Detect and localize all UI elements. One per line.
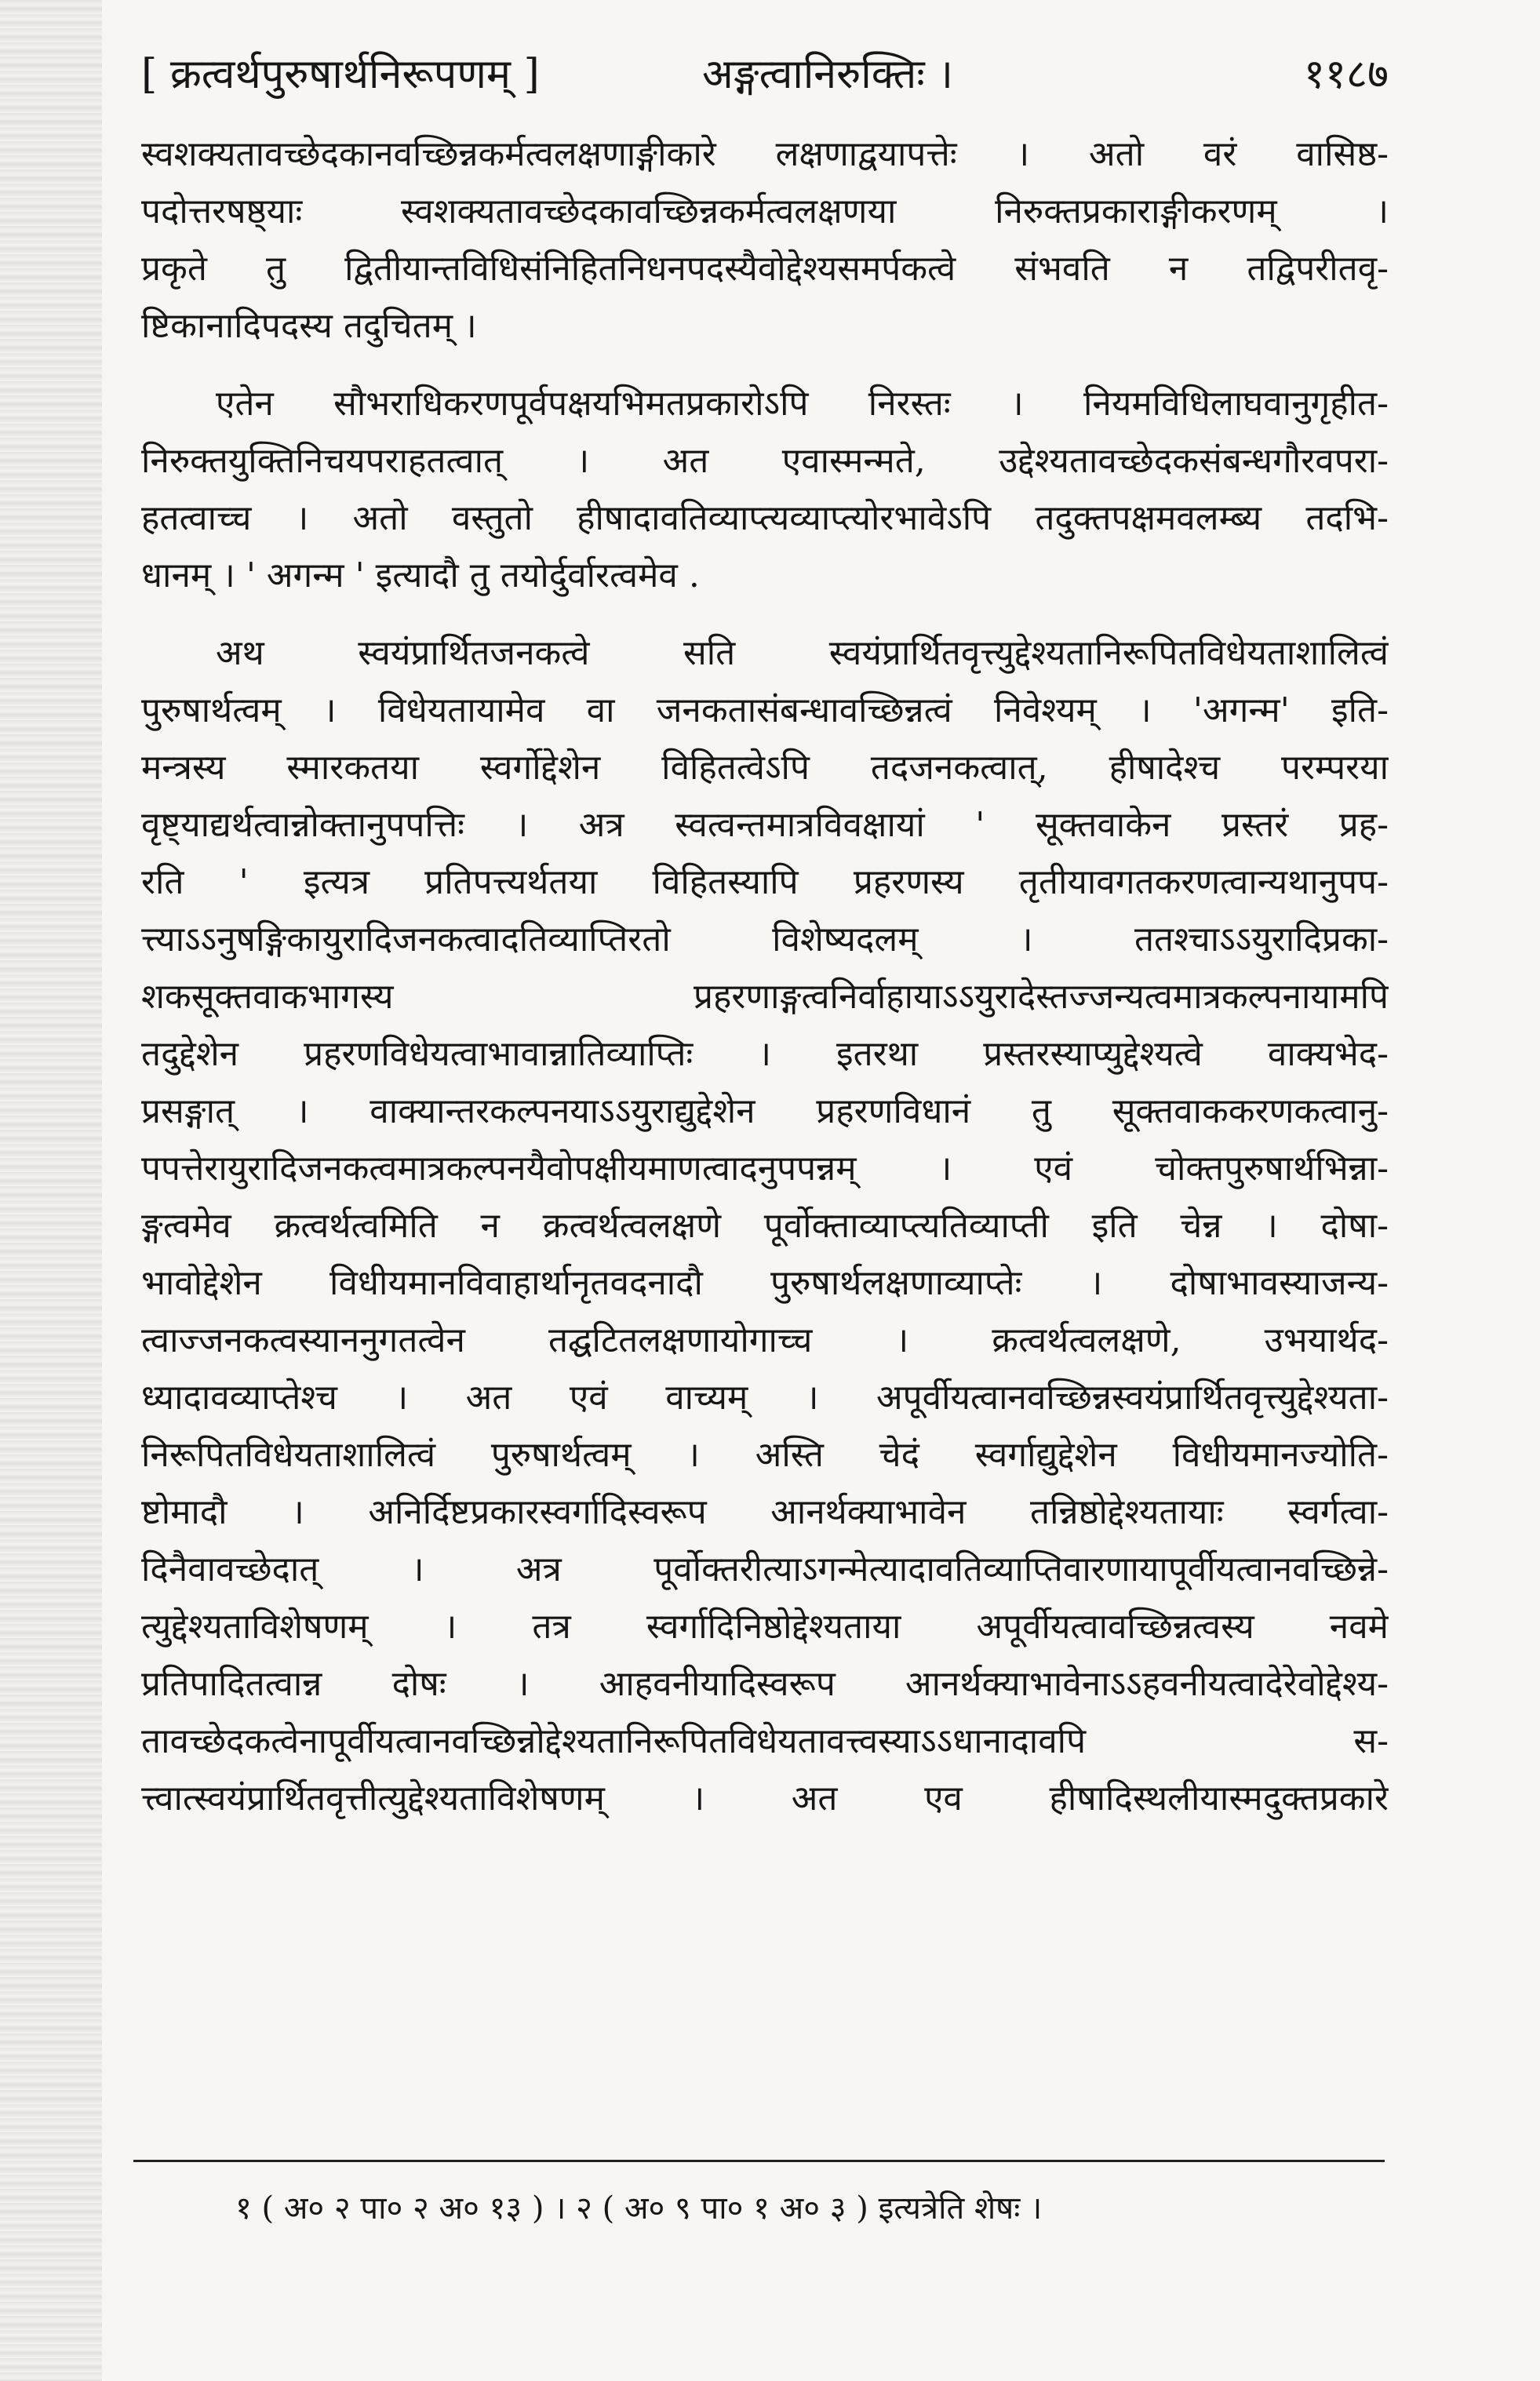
- text-line: शकसूक्तवाकभागस्य प्रहरणाङ्गत्वनिर्वाहायाऽऽयुरादेस्तज्जन्यत्वमात्रकल्पनायामपि: [141, 977, 1389, 1017]
- paragraph-3: [141, 624, 1389, 1827]
- text-line: तावच्छेदकत्वेनापूर्वीयत्वानवच्छिन्नोद्देश्यतानिरूपितविधेयतावत्त्वस्याऽऽधानादावपि स-: [141, 1721, 1389, 1761]
- text-line: त्युद्देश्यताविशेषणम् । तत्र स्वर्गादिनिष्ठोद्देश्यताया अपूर्वीयत्वावच्छिन्नत्वस्य नवमे: [141, 1607, 1389, 1647]
- text-line: एतेन सौभराधिकरणपूर्वपक्षयभिमतप्रकारोऽपि निरस्तः । नियमविधिलाघवानुगृहीत-: [216, 384, 1389, 424]
- book-page: [141, 31, 1389, 1848]
- text-line: रति ' इत्यत्र प्रतिपत्त्यर्थतया विहितस्यापि प्रहरणस्य तृतीयावगतकरणत्वान्यथानुपप-: [141, 862, 1389, 902]
- text-line: ष्टिकानादिपदस्य तदुचितम् ।: [141, 306, 477, 346]
- text-line: तदुद्देशेन प्रहरणविधेयत्वाभावान्नातिव्याप्तिः । इतरथा प्रस्तरस्याप्युद्देश्यत्वे वाक्यभेद-: [141, 1034, 1389, 1074]
- text-line: अथ स्वयंप्रार्थितजनकत्वे सति स्वयंप्रार्थितवृत्त्युद्देश्यतानिरूपितविधेयताशालित्वं: [216, 633, 1389, 673]
- page-number: ११८७: [1303, 51, 1389, 98]
- paragraph-2: [141, 375, 1389, 604]
- text-line: निरूपितविधेयताशालित्वं पुरुषार्थत्वम् । अस्ति चेदं स्वर्गाद्युद्देशेन विधीयमानज्योति-: [141, 1435, 1389, 1475]
- footnote-divider: [133, 2160, 1385, 2162]
- running-header: [141, 31, 1389, 118]
- header-topic: अङ्गत्वानिरुक्तिः ।: [702, 51, 953, 98]
- text-line: त्वाज्जनकत्वस्याननुगतत्वेन तद्घटितलक्षणायोगाच्च । क्रत्वर्थत्वलक्षणे, उभयार्थद-: [141, 1320, 1389, 1360]
- text-line: ङ्गत्वमेव क्रत्वर्थत्वमिति न क्रत्वर्थत्वलक्षणे पूर्वोक्ताव्याप्त्यतिव्याप्ती इति चेन्न । दोषा-: [141, 1206, 1389, 1246]
- text-line: प्रतिपादितत्वान्न दोषः । आहवनीयादिस्वरूप आनर्थक्याभावेनाऽऽहवनीयत्वादेरेवोद्देश्य-: [141, 1664, 1389, 1704]
- text-line: धानम् । ' अगन्म ' इत्यादौ तु तयोर्दुर्वारत्वमेव .: [141, 555, 700, 595]
- header-section-title: [ क्रत्वर्थपुरुषार्थनिरूपणम् ]: [141, 51, 540, 98]
- text-line: हतत्वाच्च । अतो वस्तुतो हीषादावतिव्याप्त्यव्याप्त्योरभावेऽपि तदुक्तपक्षमवलम्ब्य तदभि-: [141, 498, 1389, 538]
- page-edge-shadow: [0, 0, 102, 2381]
- text-line: मन्त्रस्य स्मारकतया स्वर्गोद्देशेन विहितत्वेऽपि तदजनकत्वात्, हीषादेश्च परम्परया: [141, 748, 1389, 788]
- text-line: भावोद्देशेन विधीयमानविवाहार्थानृतवदनादौ पुरुषार्थलक्षणाव्याप्तेः । दोषाभावस्याजन्य-: [141, 1263, 1389, 1303]
- text-line: ष्टोमादौ । अनिर्दिष्टप्रकारस्वर्गादिस्वरूप आनर्थक्याभावेन तन्निष्ठोद्देश्यतायाः स्वर्गत्वा-: [141, 1492, 1389, 1532]
- text-line: वृष्ट्याद्यर्थत्वान्नोक्तानुपपत्तिः । अत्र स्वत्वन्तमात्रविवक्षायां ' सूक्तवाकेन प्रस्तरं प्रह-: [141, 805, 1389, 845]
- text-line: त्त्याऽऽनुषङ्गिकायुरादिजनकत्वादतिव्याप्तिरतो विशेष्यदलम् । ततश्चाऽऽयुरादिप्रका-: [141, 919, 1389, 959]
- text-line: स्वशक्यतावच्छेदकानवच्छिन्नकर्मत्वलक्षणाङ्गीकारे लक्षणाद्वयापत्तेः । अतो वरं वासिष्ठ-: [141, 134, 1389, 174]
- text-line: प्रसङ्गात् । वाक्यान्तरकल्पनयाऽऽयुराद्युद्देशेन प्रहरणविधानं तु सूक्तवाककरणकत्वानु-: [141, 1091, 1389, 1131]
- page-body: [141, 126, 1389, 1827]
- text-line: पुरुषार्थत्वम् । विधेयतायामेव वा जनकतासंबन्धावच्छिन्नत्वं निवेश्यम् । 'अगन्म' इति-: [141, 690, 1389, 730]
- footnote: १ ( अ० २ पा० २ अ० १३ ) । २ ( अ० ९ पा० १ अ० ३ ) इत्यत्रेति शेषः ।: [235, 2190, 1043, 2226]
- text-line: निरुक्तयुक्तिनिचयपराहतत्वात् । अत एवास्मन्मते, उद्देश्यतावच्छेदकसंबन्धगौरवपरा-: [141, 441, 1389, 481]
- text-line: पदोत्तरषष्ठ्याः स्वशक्यतावच्छेदकावच्छिन्नकर्मत्वलक्षणया निरुक्तप्रकाराङ्गीकरणम् ।: [141, 191, 1389, 231]
- text-line: दिनैवावच्छेदात् । अत्र पूर्वोक्तरीत्याऽगन्मेत्यादावतिव्याप्तिवारणायापूर्वीयत्वानवच्छिन्ने-: [141, 1549, 1389, 1589]
- text-line: पपत्तेरायुरादिजनकत्वमात्रकल्पनयैवोपक्षीयमाणत्वादनुपपन्नम् । एवं चोक्तपुरुषार्थभिन्ना-: [141, 1149, 1389, 1189]
- paragraph-1: [141, 126, 1389, 355]
- text-line: प्रकृते तु द्वितीयान्तविधिसंनिहितनिधनपदस्यैवोद्देश्यसमर्पकत्वे संभवति न तद्विपरीतवृ-: [141, 249, 1389, 289]
- text-line: त्त्वात्स्वयंप्रार्थितवृत्तीत्युद्देश्यताविशेषणम् । अत एव हीषादिस्थलीयास्मदुक्तप्रकारे: [141, 1778, 1389, 1819]
- text-line: ध्यादावव्याप्तेश्च । अत एवं वाच्यम् । अपूर्वीयत्वानवच्छिन्नस्वयंप्रार्थितवृत्त्युद्देश्यता-: [141, 1378, 1389, 1418]
